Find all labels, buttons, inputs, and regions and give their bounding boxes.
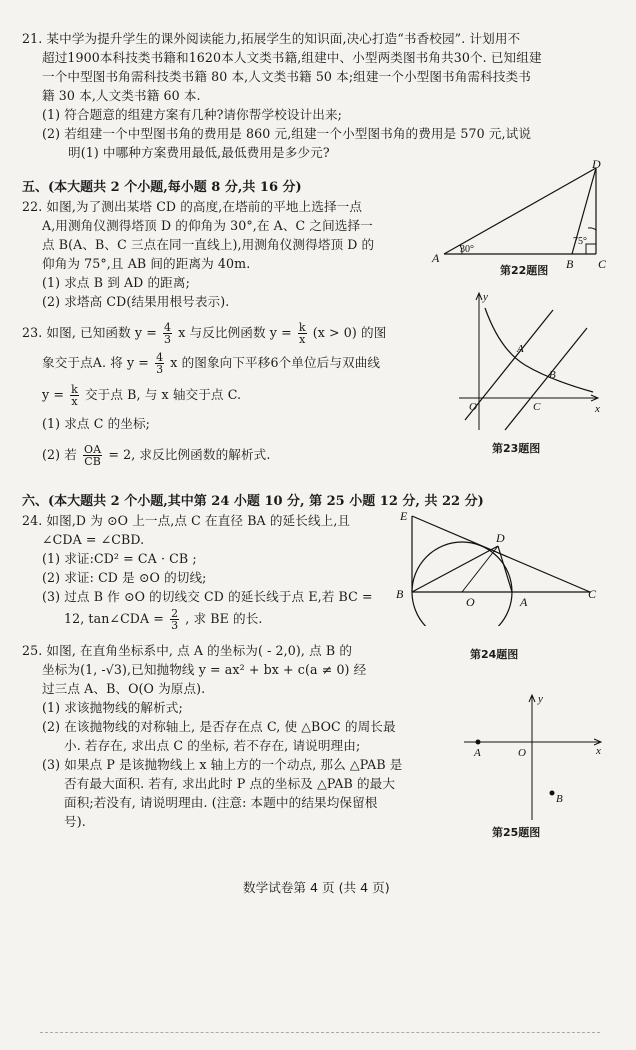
q22-angle-75: 75° (573, 236, 587, 247)
q22-label-b: B (566, 257, 574, 270)
q23-l1a: 23. 如图, 已知函数 y = (22, 325, 157, 340)
q22-label-c: C (598, 257, 607, 270)
q24-sub-3: (3) 过点 B 作 ⊙O 的切线交 CD 的延长线于点 E,若 BC = (42, 589, 373, 604)
q24-line-1: 24. 如图,D 为 ⊙O 上一点,点 C 在直径 BA 的延长线上,且 (22, 513, 351, 528)
q24-label-a: A (520, 595, 528, 609)
q23-f43n: 4 (163, 321, 172, 334)
q23-f43d: 3 (163, 333, 172, 346)
q22-label-d: D (592, 158, 601, 171)
q23-fkd-b: x (71, 395, 78, 408)
q25-sub-3c: 面积;若没有, 请说明理由. (注意: 本题中的结果均保留根 (64, 795, 378, 810)
q24-f23d: 3 (171, 619, 179, 632)
q25-axis-y: y (538, 693, 543, 705)
q23-f43n-b: 4 (156, 351, 164, 364)
q24-label-e: E (400, 509, 408, 523)
q24-circle-figure (392, 506, 602, 626)
q23-l1b: x 与反比例函数 y = (178, 325, 292, 340)
q24-sub-3b (64, 608, 263, 631)
q24-label-b: B (396, 587, 404, 601)
q23-l3b: 交于点 B, 与 x 轴交于点 C. (84, 387, 242, 402)
q25-label-a: A (474, 747, 481, 759)
q25-sub-1: (1) 求该抛物线的解析式; (42, 700, 183, 715)
q25-line-3: 过三点 A、B、O(O 为原点). (42, 681, 206, 696)
q24-frac-2-3 (170, 608, 179, 631)
q23-l3a: y = (42, 387, 64, 402)
q23-foan: OA (84, 443, 102, 456)
q23-axis-x: x (595, 403, 600, 415)
section-5-heading: 五、(本大题共 2 个小题,每小题 8 分,共 16 分) (22, 180, 302, 195)
q23-coordinate-figure (455, 290, 605, 438)
q22-caption: 第22题图 (500, 264, 549, 277)
q23-label-c: C (533, 401, 541, 413)
q23-frac-k-x (298, 322, 307, 345)
q23-caption: 第23题图 (492, 442, 541, 455)
q23-frac-4-3 (163, 322, 172, 345)
q22-triangle-figure (430, 158, 610, 270)
q24-sub-1: (1) 求证:CD² = CA · CB ; (42, 551, 197, 566)
q24-label-o: O (466, 595, 475, 609)
q22-label-a: A (432, 251, 440, 265)
q25-sub-2b: 小. 若存在, 求出点 C 的坐标, 若不存在, 请说明理由; (64, 738, 361, 753)
q25-line-2: 坐标为(1, -√3),已知抛物线 y = ax² + bx + c(a ≠ 0) 经 (42, 662, 367, 677)
q23-s2b: = 2, 求反比例函数的解析式. (108, 447, 271, 462)
q21-line-4: 籍 30 本,人文类书籍 60 本. (42, 88, 201, 103)
bottom-divider (40, 1032, 600, 1033)
q24-s3ba: 12, tan∠CDA = (64, 611, 164, 626)
q21-line-3: 一个中型图书角需科技类书籍 80 本,人文类书籍 50 本;组建一个小型图书角需科技类书 (42, 69, 531, 84)
q23-l1c: (x > 0) 的图 (312, 325, 387, 340)
q23-f43d-b: 3 (156, 363, 164, 376)
q23-fkn: k (298, 321, 306, 334)
q22-line-1: 22. 如图,为了测出某塔 CD 的高度,在塔前的平地上选择一点 (22, 199, 363, 214)
q25-caption: 第25题图 (492, 826, 541, 839)
q22-line-2: A,用测角仪测得塔顶 D 的仰角为 30°,在 A、C 之间选择一 (42, 218, 373, 233)
q23-fkd: x (299, 333, 306, 346)
q23-frac-oa-cb (83, 444, 102, 467)
q21-sub-2a: (2) 若组建一个中型图书角的费用是 860 元,组建一个小型图书角的费用是 570 元,试说 (42, 126, 532, 141)
q23-sub-1: (1) 求点 C 的坐标; (42, 416, 150, 431)
section-6-heading: 六、(本大题共 2 个小题,其中第 24 小题 10 分, 第 25 小题 12 分, 共 22 分) (22, 494, 484, 509)
q23-origin: O (469, 401, 477, 413)
q25-sub-2a: (2) 在该抛物线的对称轴上, 是否存在点 C, 使 △BOC 的周长最 (42, 719, 396, 734)
q22-sub-2: (2) 求塔高 CD(结果用根号表示). (42, 294, 230, 309)
q24-caption: 第24题图 (470, 648, 519, 661)
q23-label-a: A (517, 343, 524, 355)
q25-origin: O (518, 747, 526, 759)
q23-label-b: B (549, 369, 556, 381)
q23-line-2 (42, 352, 380, 375)
q25-line-1: 25. 如图, 在直角坐标系中, 点 A 的坐标为( - 2,0), 点 B 的 (22, 643, 353, 658)
q25-sub-3d: 号). (64, 814, 86, 829)
q24-label-d: D (496, 531, 505, 545)
q23-frac-4-3b (155, 352, 164, 375)
q24-f23n: 2 (171, 607, 179, 620)
q25-sub-3a: (3) 如果点 P 是该抛物线上 x 轴上方的一个动点, 那么 △PAB 是 (42, 757, 403, 772)
q25-coordinate-figure (460, 690, 610, 825)
q23-l2a: 象交于点A. 将 y = (42, 355, 149, 370)
q23-s2a: (2) 若 (42, 447, 77, 462)
q21-sub-2b: 明(1) 中哪种方案费用最低,最低费用是多少元? (68, 145, 330, 160)
q21-line-2: 超过1900本科技类书籍和1620本人文类书籍,组建中、小型两类图书角共30个. 已知组建 (42, 50, 542, 65)
q23-frac-k-x-b (70, 384, 79, 407)
q22-angle-30: 30° (460, 244, 474, 255)
q23-l2b: x 的图象向下平移6个单位后与双曲线 (170, 355, 381, 370)
q25-axis-x: x (596, 745, 601, 757)
q24-label-c: C (588, 587, 597, 601)
q23-line-3 (42, 384, 241, 407)
q24-line-2: ∠CDA = ∠CBD. (42, 532, 145, 547)
q23-fkn-b: k (71, 383, 78, 396)
q22-line-3: 点 B(A、B、C 三点在同一直线上),用测角仪测得塔顶 D 的 (42, 237, 375, 252)
q25-label-b: B (556, 793, 563, 805)
q25-sub-3b: 否有最大面积. 若有, 求出此时 P 点的坐标及 △PAB 的最大 (64, 776, 396, 791)
q21-sub-1: (1) 符合题意的组建方案有几种?请你帮学校设计出来; (42, 107, 343, 122)
q23-axis-y: y (483, 291, 488, 303)
q23-sub-2 (42, 444, 270, 467)
page-footer: 数学试卷第 4 页 (共 4 页) (243, 880, 390, 895)
q22-sub-1: (1) 求点 B 到 AD 的距离; (42, 275, 190, 290)
q22-line-4: 仰角为 75°,且 AB 间的距离为 40m. (42, 256, 251, 271)
q23-line-1 (22, 322, 386, 345)
q24-s3bb: , 求 BE 的长. (185, 611, 263, 626)
q23-foad: CB (84, 455, 101, 468)
q24-sub-2: (2) 求证: CD 是 ⊙O 的切线; (42, 570, 207, 585)
q21-line-1: 21. 某中学为提升学生的课外阅读能力,拓展学生的知识面,决心打造“书香校园”. 计划用不 (22, 31, 521, 46)
